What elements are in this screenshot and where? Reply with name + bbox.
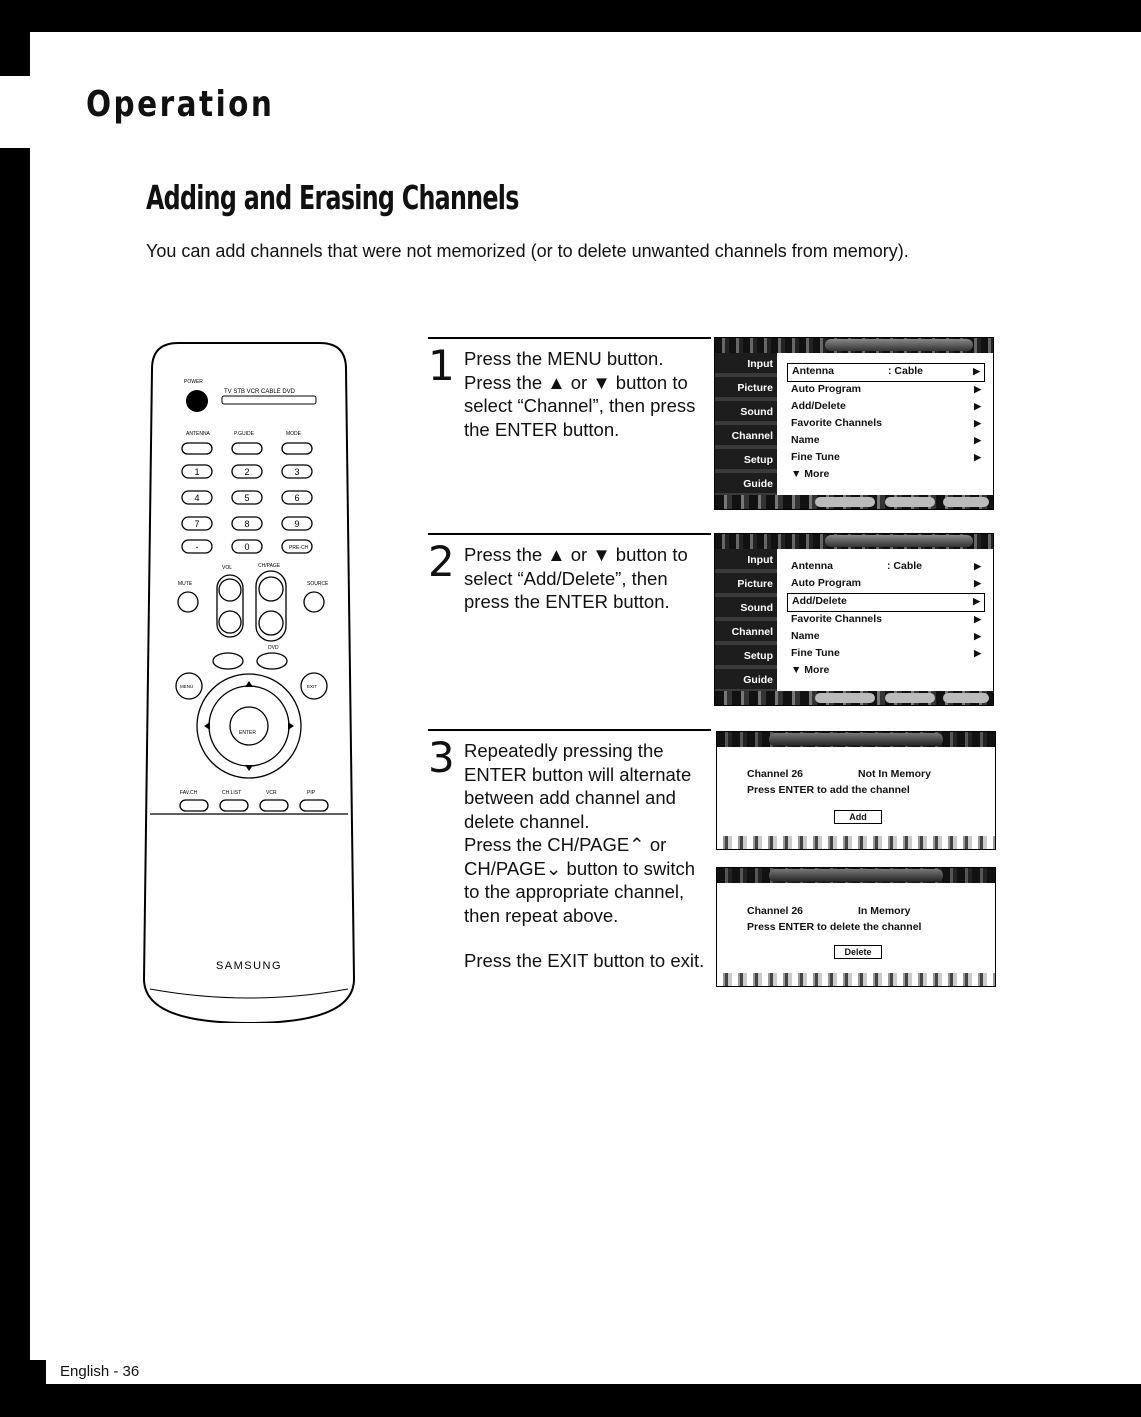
- intro-text: You can add channels that were not memorized (or to delete unwanted channels from memory).: [146, 241, 909, 261]
- arrow-right-icon: ▶: [974, 561, 981, 571]
- pguide-label: P.GUIDE: [234, 431, 254, 437]
- step-3-text: [464, 739, 714, 973]
- menu-item-more: ▼ More: [791, 664, 830, 676]
- dialog-hint: Press ENTER to delete the channel: [747, 921, 922, 933]
- dialog-hint: Press ENTER to add the channel: [747, 784, 910, 796]
- tab-setup: Setup: [743, 650, 773, 662]
- tab-channel: Channel: [731, 626, 773, 638]
- arrow-right-icon: ▶: [974, 452, 981, 462]
- tab-channel: Channel: [731, 430, 773, 442]
- channel-menu-screen-2: [714, 533, 994, 706]
- digit-1-label: 1: [194, 467, 200, 477]
- dialog-header: [717, 868, 995, 883]
- left-border: [0, 32, 30, 76]
- channel-number: Channel 26: [747, 768, 804, 780]
- enter-label: ENTER: [239, 730, 256, 736]
- channel-status-line: [747, 905, 911, 917]
- menu-item-add-delete: Add/Delete ▶: [791, 400, 981, 412]
- bottom-left-corner: [0, 1360, 46, 1384]
- osd-header: [715, 534, 993, 549]
- digit-4-label: 4: [194, 493, 200, 503]
- step-1-number: 1: [428, 341, 455, 390]
- arrow-right-icon: ▶: [974, 401, 981, 411]
- power-button: [186, 390, 208, 412]
- remote-control-illustration: [142, 339, 356, 1023]
- step-3: [428, 729, 711, 989]
- page-title: Adding and Erasing Channels: [146, 178, 519, 217]
- digit-5-label: 5: [244, 493, 250, 503]
- arrow-right-icon: ▶: [974, 614, 981, 624]
- power-label: POWER: [184, 379, 203, 385]
- digit-9-label: 9: [294, 519, 300, 529]
- menu-item-favorite-channels: Favorite Channels ▶: [791, 613, 981, 625]
- chlist-label: CH.LIST: [222, 790, 242, 796]
- osd-side-tabs: [715, 353, 777, 495]
- step-2-rule: [428, 533, 711, 535]
- dialog-header: [717, 732, 995, 747]
- menu-label: MENU: [180, 684, 194, 689]
- step-3-number: 3: [428, 733, 455, 782]
- tab-input: Input: [747, 554, 773, 566]
- dvd-label: DVD: [268, 645, 279, 651]
- menu-item-name: Name ▶: [791, 434, 981, 446]
- chpage-label: CH/PAGE: [258, 563, 281, 569]
- tab-picture: Picture: [737, 578, 773, 590]
- tab-picture: Picture: [737, 382, 773, 394]
- left-border-long: [0, 148, 30, 1384]
- menu-item-antenna: Antenna : Cable ▶: [791, 560, 981, 572]
- digit-3-label: 3: [294, 467, 300, 477]
- digit-7-label: 7: [194, 519, 200, 529]
- vcr-label: VCR: [266, 790, 277, 796]
- exit-label: EXIT: [307, 684, 318, 689]
- step-2-text: [464, 543, 714, 614]
- step-2: [428, 533, 711, 713]
- dash-label: -: [195, 542, 199, 552]
- menu-item-more: ▼ More: [791, 468, 830, 480]
- arrow-right-icon: ▶: [974, 631, 981, 641]
- menu-item-antenna: Antenna : Cable ▶: [787, 363, 985, 382]
- osd-footer: [715, 495, 993, 509]
- add-delete-dialog-delete: [716, 867, 996, 987]
- osd-panel: [777, 549, 993, 691]
- step-1-rule: [428, 337, 711, 339]
- tab-sound: Sound: [740, 602, 773, 614]
- step-3-paragraph-1: Repeatedly pressing the ENTER button will alternate between add channel and delete channel. Press the CH/PAGE⌃ or CH/PAGE⌄ button to switch to the appropriate channel, then repeat above.: [464, 740, 696, 926]
- step-3-rule: [428, 729, 711, 731]
- tab-guide: Guide: [743, 478, 773, 490]
- tab-sound: Sound: [740, 406, 773, 418]
- arrow-right-icon: ▶: [974, 578, 981, 588]
- digit-2-label: 2: [244, 467, 250, 477]
- add-button[interactable]: Add: [834, 810, 882, 824]
- osd-footer: [715, 691, 993, 705]
- bottom-border: [0, 1384, 1141, 1417]
- step-1: [428, 337, 711, 517]
- page-footer: English - 36: [60, 1363, 140, 1380]
- osd-panel: [777, 353, 993, 495]
- menu-item-auto-program: Auto Program ▶: [791, 577, 981, 589]
- channel-number: Channel 26: [747, 905, 804, 917]
- mute-label: MUTE: [178, 581, 193, 587]
- digit-0-label: 0: [244, 542, 250, 552]
- step-2-paragraph-1: Press the ▲ or ▼ button to select “Add/Delete”, then press the ENTER button.: [464, 544, 688, 612]
- antenna-label: ANTENNA: [186, 431, 210, 437]
- source-label: SOURCE: [307, 581, 329, 587]
- arrow-right-icon: ▶: [973, 366, 980, 376]
- arrow-right-icon: ▶: [974, 418, 981, 428]
- vol-label: VOL: [222, 565, 233, 571]
- arrow-right-icon: ▶: [974, 435, 981, 445]
- dialog-footer: [717, 973, 995, 986]
- arrow-right-icon: ▶: [974, 648, 981, 658]
- dialog-footer: [717, 836, 995, 849]
- osd-header: [715, 338, 993, 353]
- favch-label: FAV.CH: [180, 790, 198, 796]
- step-1-paragraph-1: Press the MENU button. Press the ▲ or ▼ button to select “Channel”, then press the ENTER button.: [464, 348, 696, 440]
- delete-button[interactable]: Delete: [834, 945, 882, 959]
- channel-menu-screen-1: [714, 337, 994, 510]
- arrow-right-icon: ▶: [974, 384, 981, 394]
- step-1-text: [464, 347, 714, 441]
- menu-item-fine-tune: Fine Tune ▶: [791, 647, 981, 659]
- step-2-number: 2: [428, 537, 455, 586]
- menu-item-auto-program: Auto Program ▶: [791, 383, 981, 395]
- menu-item-favorite-channels: Favorite Channels ▶: [791, 417, 981, 429]
- channel-menu-list: [787, 363, 985, 484]
- tab-setup: Setup: [743, 454, 773, 466]
- channel-menu-list: [787, 559, 985, 680]
- pip-label: PIP: [307, 790, 316, 796]
- memory-status: In Memory: [858, 905, 911, 917]
- prech-label: PRE-CH: [289, 545, 309, 551]
- channel-status-line: [747, 768, 931, 780]
- add-delete-dialog-add: [716, 731, 996, 850]
- menu-item-add-delete: Add/Delete ▶: [787, 593, 985, 612]
- mode-labels: TV STB VCR CABLE DVD: [224, 389, 296, 395]
- menu-item-name: Name ▶: [791, 630, 981, 642]
- menu-item-fine-tune: Fine Tune ▶: [791, 451, 981, 463]
- osd-side-tabs: [715, 549, 777, 691]
- tab-guide: Guide: [743, 674, 773, 686]
- step-3-paragraph-2: Press the EXIT button to exit.: [464, 950, 705, 971]
- tab-input: Input: [747, 358, 773, 370]
- top-border: [0, 0, 1141, 32]
- mode-label: MODE: [286, 431, 301, 437]
- remote-brand: SAMSUNG: [215, 960, 283, 972]
- digit-8-label: 8: [244, 519, 250, 529]
- memory-status: Not In Memory: [858, 768, 931, 780]
- digit-6-label: 6: [294, 493, 300, 503]
- arrow-right-icon: ▶: [973, 596, 980, 606]
- section-heading: Operation: [86, 84, 275, 125]
